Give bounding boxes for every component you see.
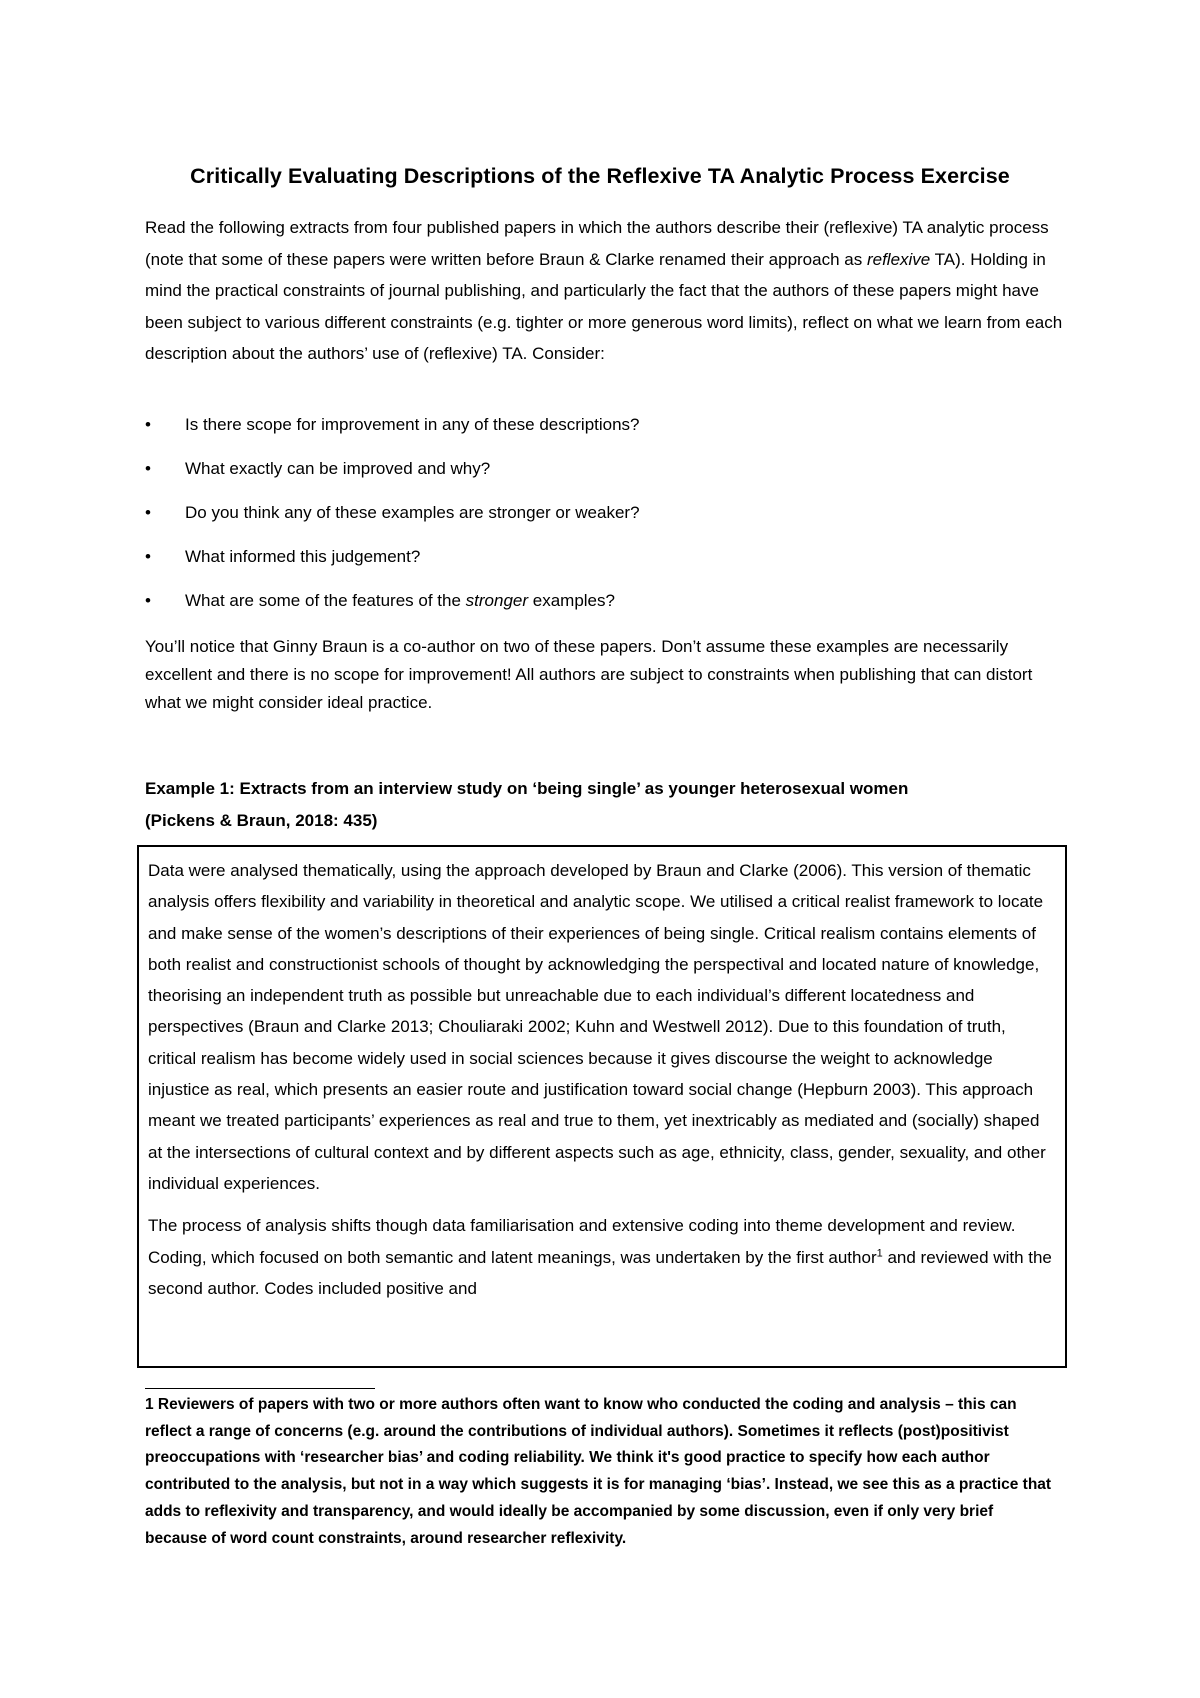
footnote-reference[interactable]: 1 — [876, 1246, 883, 1259]
question-item — [145, 456, 1045, 500]
question-item — [145, 588, 1045, 632]
bullet-icon: • — [145, 415, 151, 434]
intro-text-part2: TA). Holding in mind the practical constraints of journal publishing, and particularly the fact that the authors of these papers might have been subject to various different constraints (e.g. tighter or more generous word limits), reflect on what we learn from each description about the authors’ use of (reflexive) TA. Consider: — [145, 249, 1063, 363]
footnote-number: 1 — [145, 1396, 154, 1413]
question-item — [145, 412, 1045, 456]
intro-text-part1: Read the following extracts from four published papers in which the authors describe their (reflexive) TA analytic process (note that some of these papers were written before Braun & Clarke renamed their approach as — [145, 218, 1049, 269]
caution-note-text: You’ll notice that Ginny Braun is a co-author on two of these papers. Don’t assume these examples are necessarily excellent and there is no scope for improvement! All authors are subject to constraints when publishing that can distort what we might consider ideal practice. — [145, 637, 1033, 712]
example-1-heading — [145, 773, 1065, 837]
question-item — [145, 500, 1045, 544]
bullet-icon: • — [145, 503, 151, 522]
question-item — [145, 544, 1045, 588]
bullet-icon: • — [145, 591, 151, 610]
bullet-icon: • — [145, 459, 151, 478]
extract-paragraph-1: Data were analysed thematically, using the approach developed by Braun and Clarke (2006). This version of thematic analysis offers flexibility and variability in theoretical and analytic scope. We utilised a critical realist framework to locate and make sense of the women’s descriptions of their experiences of being single. Critical realism contains elements of both realist and constructionist schools of thought by acknowledging the perspectival and located nature of knowledge, theorising an independent truth as possible but unreachable due to each individual’s different locatedness and perspectives (Braun and Clarke 2013; Chouliaraki 2002; Kuhn and Westwell 2012). Due to this foundation of truth, critical realism has become widely used in social sciences because it gives discourse the weight to acknowledge injustice as real, which presents an easier route and justification toward social change (Hepburn 2003). This approach meant we treated participants’ experiences as real and true to them, yet inextricably as mediated and (socially) shaped at the intersections of cultural context and by different aspects such as age, ethnicity, class, gender, sexuality, and other individual experiences. — [148, 861, 1046, 1193]
question-text: Is there scope for improvement in any of these descriptions? — [185, 415, 640, 434]
question-text-before: What are some of the features of the — [185, 591, 466, 610]
footnote — [145, 1392, 1055, 1552]
intro-italic-word: reflexive — [866, 249, 931, 269]
extract-paragraph-2-after: and reviewed with the second author. Codes included positive and — [148, 1247, 1052, 1298]
footnote-text: Reviewers of papers with two or more authors often want to know who conducted the coding and analysis – this can reflect a range of concerns (e.g. around the contributions of individual authors). Sometimes it reflects (post)positivist preoccupations with ‘researcher bias’ and coding reliability. We think it's good practice to specify how each author contributed to the analysis, but not in a way which suggests it is for managing ‘bias’. Instead, we see this as a practice that adds to reflexivity and transparency, and would ideally be accompanied by some discussion, even if only very brief because of word count constraints, around researcher reflexivity. — [145, 1396, 1052, 1547]
question-text: Do you think any of these examples are stronger or weaker? — [185, 503, 640, 522]
question-text: What informed this judgement? — [185, 547, 421, 566]
example-1-heading-line1: Example 1: Extracts from an interview study on ‘being single’ as younger heterosexual women — [145, 779, 909, 798]
extract-paragraph-2 — [148, 1210, 1056, 1304]
page-title: Critically Evaluating Descriptions of the Reflexive TA Analytic Process Exercise — [190, 164, 1010, 188]
caution-note — [145, 633, 1065, 717]
question-text-after: examples? — [528, 591, 615, 610]
footnote-divider — [145, 1388, 375, 1389]
bullet-icon: • — [145, 547, 151, 566]
example-1-citation: (Pickens & Braun, 2018: 435) — [145, 811, 378, 830]
question-list — [145, 412, 1045, 632]
question-italic-word: stronger — [465, 591, 529, 610]
extract-paragraph-2-before: The process of analysis shifts though data familiarisation and extensive coding into theme development and review. Coding, which focused on both semantic and latent meanings, was undertaken by the first author — [148, 1216, 1016, 1267]
intro-paragraph — [145, 212, 1065, 370]
example-1-extract-box — [137, 845, 1067, 1368]
question-text: What exactly can be improved and why? — [185, 459, 491, 478]
